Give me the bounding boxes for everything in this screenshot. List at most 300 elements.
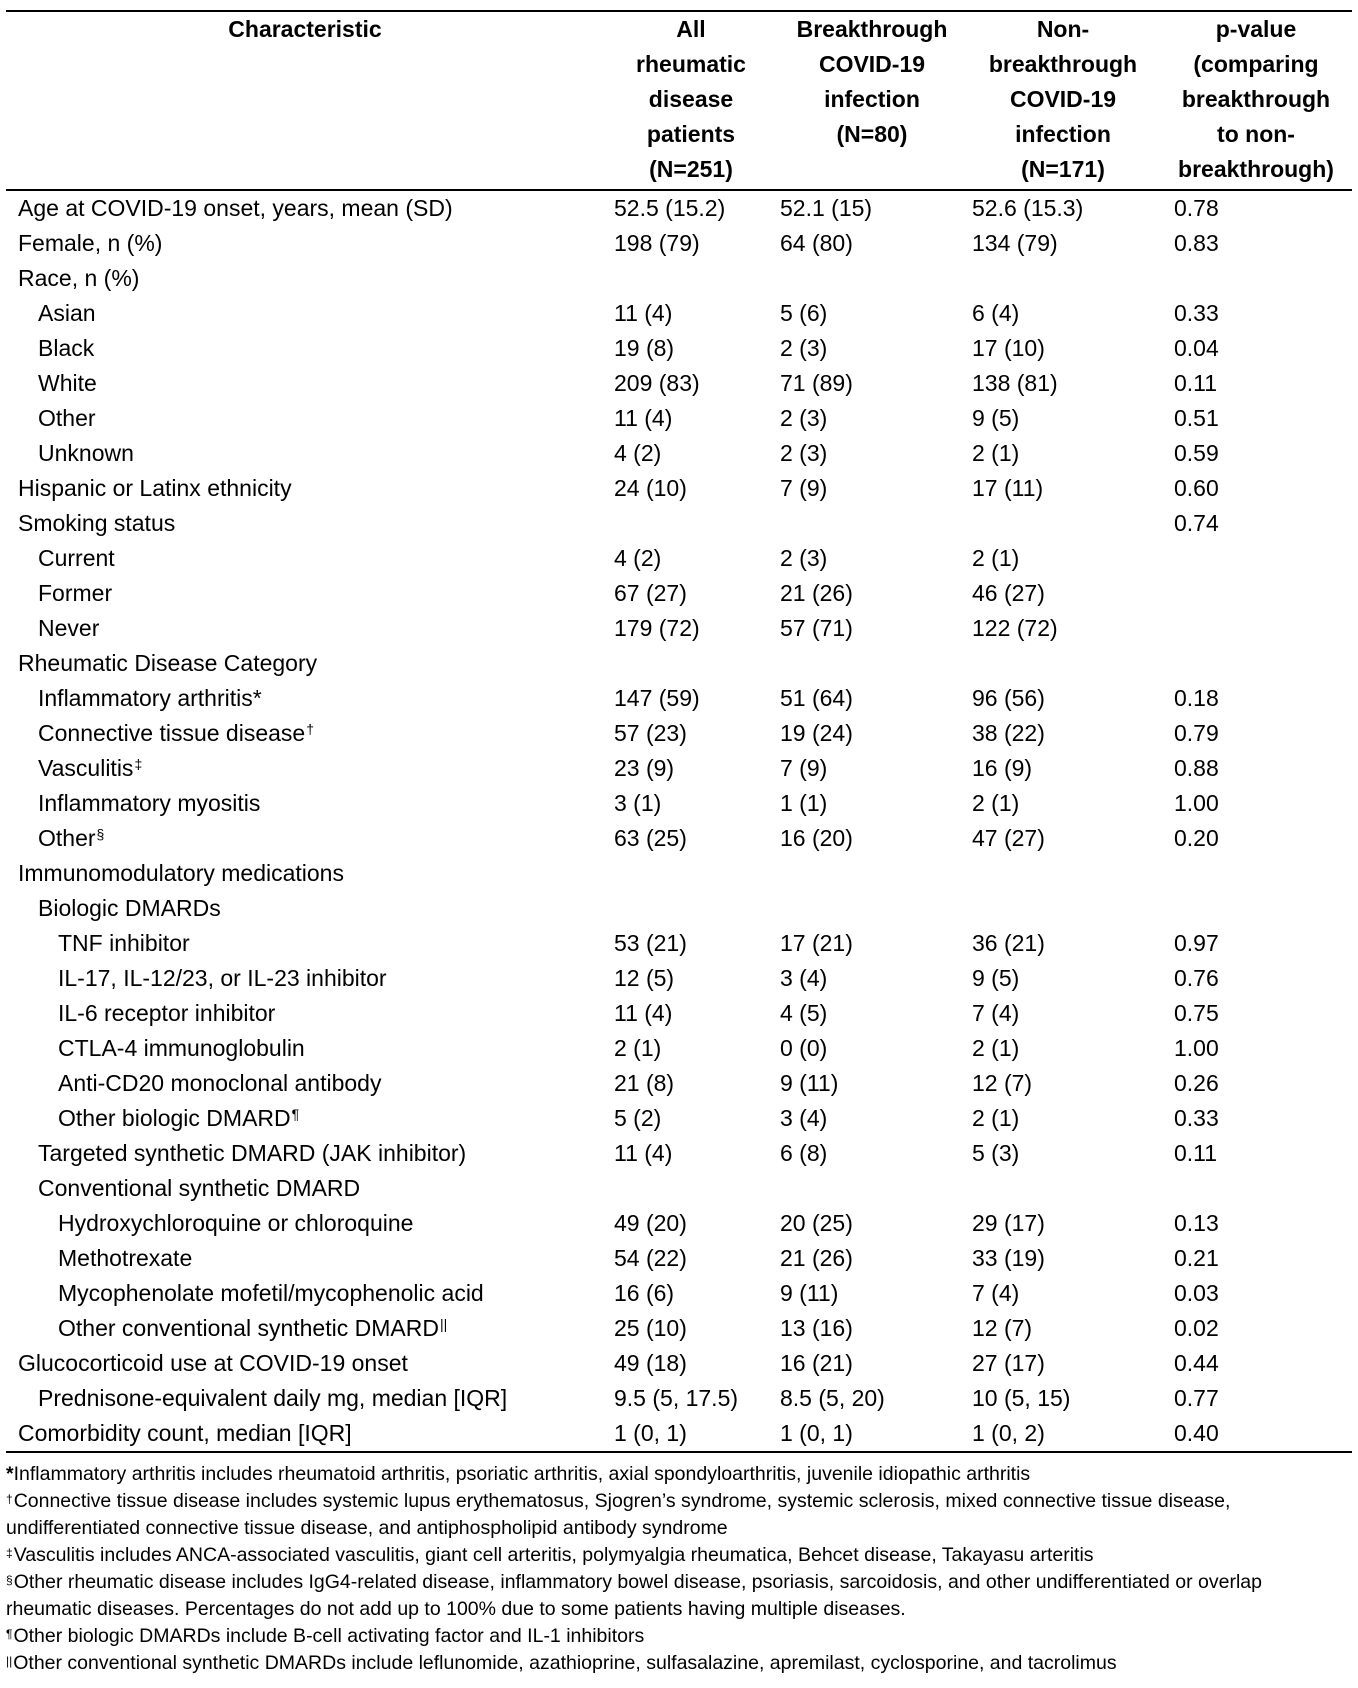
header-breakthrough (778, 11, 966, 190)
header-line: breakthrough (1181, 86, 1331, 112)
header-line: All (676, 16, 706, 42)
header-line: Non- (1036, 16, 1090, 42)
cell-p-value: 0.88 (1174, 755, 1219, 781)
table-row (6, 786, 1352, 821)
cell-p-value: 0.13 (1174, 1210, 1219, 1236)
header-line: to non- (1217, 121, 1295, 147)
row-label (6, 261, 604, 296)
cell-all-patients: 19 (8) (614, 335, 675, 361)
row-label (6, 856, 604, 891)
cell-breakthrough: 1 (0, 1) (778, 1416, 966, 1452)
cell-breakthrough: 9 (11) (780, 1280, 839, 1306)
header-line: COVID-19 (818, 51, 926, 77)
header-line: (N=251) (649, 156, 733, 182)
row-label (6, 611, 604, 646)
table-row (6, 891, 1352, 926)
table-row (6, 506, 1352, 541)
row-label (6, 1276, 604, 1311)
cell-p-value: 0.79 (1174, 720, 1219, 746)
row-label-text: Asian (38, 300, 96, 326)
table-row (6, 1346, 1352, 1381)
cell-breakthrough: 6 (8) (780, 1140, 828, 1166)
cell-all-patients: 3 (1) (614, 790, 662, 816)
footnote-symbol: ‡ (6, 1546, 13, 1560)
row-label (6, 436, 604, 471)
row-label (6, 751, 604, 786)
footnote-symbol: § (6, 1573, 13, 1587)
footnote-text: Connective tissue disease includes systemic lupus erythematosus, Sjogren’s syndrome, systemic sclerosis, mixed connective tissue disease, undifferentiated connective tissue disease, and antiphospholipid antibody syndrome (6, 1490, 1231, 1539)
table-row (6, 541, 1352, 576)
table-row (6, 1416, 1352, 1452)
cell-all-patients: 179 (72) (614, 615, 700, 641)
footnote-symbol: || (6, 1654, 13, 1668)
row-label (6, 786, 604, 821)
row-label (6, 821, 604, 856)
header-line: Characteristic (228, 16, 382, 42)
cell-p-value: 0.03 (1174, 1280, 1219, 1306)
row-label-text: Vasculitis (38, 755, 134, 781)
row-label-text: Prednisone-equivalent daily mg, median [IQR] (38, 1385, 508, 1411)
cell-p-value: 0.21 (1174, 1245, 1219, 1271)
cell-all-patients (604, 261, 778, 296)
cell-all-patients: 63 (25) (614, 825, 687, 851)
header-line: COVID-19 (1009, 86, 1117, 112)
cell-breakthrough: 20 (25) (780, 1210, 853, 1236)
footnote-text: Inflammatory arthritis includes rheumatoid arthritis, psoriatic arthritis, axial spondyloarthritis, juvenile idiopathic arthritis (13, 1463, 1031, 1485)
row-label-text: TNF inhibitor (58, 930, 190, 956)
header-line: (comparing (1193, 51, 1319, 77)
cell-all-patients: 9.5 (5, 17.5) (614, 1385, 739, 1411)
row-label-text: Unknown (38, 440, 134, 466)
row-label (6, 1241, 604, 1276)
cell-breakthrough: 21 (26) (780, 1245, 853, 1271)
footnote-text: Other conventional synthetic DMARDs include leflunomide, azathioprine, sulfasalazine, apremilast, cyclosporine, and tacrolimus (13, 1652, 1117, 1674)
row-label-text: White (38, 370, 97, 396)
table-row (6, 1241, 1352, 1276)
row-label-text: Anti-CD20 monoclonal antibody (58, 1070, 382, 1096)
cell-p-value: 0.04 (1174, 335, 1219, 361)
table-row (6, 856, 1352, 891)
footnote-marker: § (96, 826, 105, 842)
footnotes (6, 1453, 1346, 1677)
row-label (6, 1066, 604, 1101)
table-row (6, 366, 1352, 401)
cell-p-value: 0.75 (1174, 1000, 1219, 1026)
table-row (6, 471, 1352, 506)
cell-all-patients: 11 (4) (614, 300, 673, 326)
footnote (6, 1542, 1346, 1569)
cell-all-patients: 209 (83) (614, 370, 700, 396)
cell-all-patients: 198 (79) (614, 230, 700, 256)
cell-p-value (1160, 856, 1352, 891)
cell-non-breakthrough: 33 (19) (972, 1245, 1045, 1271)
cell-non-breakthrough: 10 (5, 15) (972, 1385, 1071, 1411)
cell-p-value: 0.77 (1174, 1385, 1219, 1411)
cell-all-patients: 147 (59) (614, 685, 700, 711)
row-label-text: Methotrexate (58, 1245, 193, 1271)
cell-non-breakthrough: 1 (0, 2) (966, 1416, 1160, 1452)
row-label-text: Female, n (%) (18, 230, 163, 256)
cell-all-patients (604, 506, 778, 541)
cell-non-breakthrough: 5 (3) (972, 1140, 1020, 1166)
row-label-text: Immunomodulatory medications (18, 860, 344, 886)
cell-breakthrough: 3 (4) (780, 965, 828, 991)
table-row (6, 296, 1352, 331)
cell-p-value: 0.76 (1174, 965, 1219, 991)
cell-p-value: 1.00 (1174, 790, 1219, 816)
cell-breakthrough (778, 261, 966, 296)
header-non-breakthrough (966, 11, 1160, 190)
row-label-text: Rheumatic Disease Category (18, 650, 318, 676)
table-row (6, 821, 1352, 856)
footnote-marker: † (306, 721, 315, 737)
row-label (6, 1031, 604, 1066)
row-label-text: Comorbidity count, median [IQR] (18, 1420, 352, 1446)
footnote-marker: ‡ (134, 756, 143, 772)
cell-non-breakthrough: 7 (4) (972, 1280, 1020, 1306)
row-label-text: Smoking status (18, 510, 176, 536)
cell-non-breakthrough: 12 (7) (972, 1070, 1033, 1096)
table-row (6, 436, 1352, 471)
cell-non-breakthrough: 12 (7) (972, 1315, 1033, 1341)
cell-breakthrough: 2 (3) (780, 545, 828, 571)
cell-non-breakthrough: 134 (79) (972, 230, 1058, 256)
row-label-text: Mycophenolate mofetil/mycophenolic acid (58, 1280, 484, 1306)
row-label-text: IL-6 receptor inhibitor (58, 1000, 276, 1026)
header-all-patients (604, 11, 778, 190)
cell-non-breakthrough (966, 261, 1160, 296)
cell-all-patients: 25 (10) (614, 1315, 687, 1341)
row-label-text: Connective tissue disease (38, 720, 306, 746)
cell-p-value: 0.11 (1174, 1140, 1218, 1166)
table-row (6, 996, 1352, 1031)
cell-non-breakthrough: 9 (5) (972, 965, 1020, 991)
cell-breakthrough: 71 (89) (780, 370, 853, 396)
cell-all-patients (604, 1171, 778, 1206)
cell-all-patients: 5 (2) (614, 1105, 662, 1131)
cell-non-breakthrough: 46 (27) (972, 580, 1045, 606)
cell-non-breakthrough: 38 (22) (972, 720, 1045, 746)
row-label (6, 471, 604, 506)
footnote (6, 1623, 1346, 1650)
cell-breakthrough: 2 (3) (780, 335, 828, 361)
header-line: infection (1015, 121, 1111, 147)
table-row (6, 1276, 1352, 1311)
row-label-text: Other (38, 405, 96, 431)
row-label (6, 506, 604, 541)
cell-breakthrough: 8.5 (5, 20) (780, 1385, 885, 1411)
cell-p-value: 0.20 (1174, 825, 1219, 851)
cell-all-patients: 21 (8) (614, 1070, 675, 1096)
cell-non-breakthrough (966, 506, 1160, 541)
cell-p-value (1160, 576, 1352, 611)
row-label (6, 716, 604, 751)
table-row (6, 261, 1352, 296)
row-label (6, 646, 604, 681)
cell-p-value (1160, 646, 1352, 681)
header-line: infection (824, 86, 920, 112)
row-label (6, 190, 604, 226)
cell-breakthrough: 16 (21) (780, 1350, 853, 1376)
footnote (6, 1569, 1346, 1623)
table-row (6, 401, 1352, 436)
row-label-text: Other conventional synthetic DMARD (58, 1315, 439, 1341)
header-line: breakthrough (988, 51, 1138, 77)
cell-breakthrough: 7 (9) (780, 755, 828, 781)
header-p-value (1160, 11, 1352, 190)
cell-p-value: 0.51 (1174, 405, 1219, 431)
cell-p-value (1160, 1171, 1352, 1206)
cell-non-breakthrough: 2 (1) (972, 545, 1020, 571)
table-row (6, 576, 1352, 611)
footnote-symbol: * (6, 1463, 14, 1485)
table-row (6, 1206, 1352, 1241)
cell-breakthrough: 2 (3) (780, 440, 828, 466)
cell-non-breakthrough: 27 (17) (972, 1350, 1045, 1376)
cell-all-patients (604, 646, 778, 681)
row-label (6, 681, 604, 716)
row-label (6, 961, 604, 996)
cell-all-patients: 11 (4) (614, 405, 673, 431)
row-label (6, 1101, 604, 1136)
cell-all-patients: 57 (23) (614, 720, 687, 746)
cell-breakthrough: 16 (20) (780, 825, 853, 851)
row-label (6, 226, 604, 261)
cell-all-patients: 24 (10) (614, 475, 687, 501)
cell-non-breakthrough: 17 (11) (972, 475, 1044, 501)
row-label (6, 1416, 604, 1452)
cell-all-patients: 49 (18) (614, 1350, 687, 1376)
table-row (6, 1031, 1352, 1066)
cell-breakthrough (778, 1171, 966, 1206)
row-label-text: Hydroxychloroquine or chloroquine (58, 1210, 414, 1236)
cell-all-patients: 11 (4) (614, 1000, 673, 1026)
cell-breakthrough (778, 506, 966, 541)
cell-non-breakthrough: 96 (56) (972, 685, 1045, 711)
cell-all-patients: 4 (2) (614, 440, 662, 466)
row-label-text: Conventional synthetic DMARD (38, 1175, 361, 1201)
cell-p-value: 0.44 (1174, 1350, 1219, 1376)
footnote-text: Other biologic DMARDs include B-cell activating factor and IL-1 inhibitors (13, 1625, 645, 1647)
row-label (6, 366, 604, 401)
footnote-marker: || (439, 1316, 448, 1332)
row-label-text: Current (38, 545, 115, 571)
cell-breakthrough: 3 (4) (780, 1105, 828, 1131)
footnote-marker: ¶ (291, 1106, 300, 1122)
header-line: disease (648, 86, 734, 112)
row-label (6, 1171, 604, 1206)
cell-all-patients: 49 (20) (614, 1210, 687, 1236)
cell-breakthrough (778, 891, 966, 926)
cell-non-breakthrough: 52.6 (15.3) (972, 195, 1084, 221)
cell-breakthrough: 2 (3) (780, 405, 828, 431)
cell-all-patients: 53 (21) (614, 930, 687, 956)
cell-breakthrough: 5 (6) (780, 300, 828, 326)
footnote (6, 1650, 1346, 1677)
cell-p-value: 0.18 (1174, 685, 1219, 711)
cell-breakthrough: 21 (26) (780, 580, 853, 606)
footnote-symbol: ¶ (6, 1627, 13, 1641)
header-row (6, 11, 1352, 190)
header-line: patients (646, 121, 736, 147)
cell-p-value: 0.78 (1174, 195, 1219, 221)
cell-non-breakthrough: 9 (5) (972, 405, 1020, 431)
footnote-text: Vasculitis includes ANCA-associated vasculitis, giant cell arteritis, polymyalgia rheumatica, Behcet disease, Takayasu arteritis (13, 1544, 1094, 1566)
row-label-text: Other biologic DMARD (58, 1105, 291, 1131)
cell-non-breakthrough: 2 (1) (972, 790, 1020, 816)
footnote (6, 1488, 1346, 1542)
row-label (6, 1346, 604, 1381)
cell-p-value: 0.74 (1174, 510, 1219, 536)
table-body (6, 190, 1352, 1452)
cell-p-value: 0.33 (1174, 1105, 1219, 1131)
cell-p-value: 0.02 (1174, 1315, 1219, 1341)
cell-p-value: 0.40 (1160, 1416, 1352, 1452)
header-line: (N=80) (836, 121, 908, 147)
cell-p-value (1160, 541, 1352, 576)
cell-all-patients (604, 891, 778, 926)
row-label (6, 296, 604, 331)
cell-p-value: 0.11 (1174, 370, 1218, 396)
row-label (6, 541, 604, 576)
table-row (6, 646, 1352, 681)
cell-all-patients: 12 (5) (614, 965, 675, 991)
row-label (6, 891, 604, 926)
cell-p-value (1160, 891, 1352, 926)
cell-all-patients: 23 (9) (614, 755, 675, 781)
cell-non-breakthrough: 6 (4) (972, 300, 1020, 326)
header-line: (N=171) (1021, 156, 1105, 182)
cell-non-breakthrough (966, 646, 1160, 681)
cell-non-breakthrough: 138 (81) (972, 370, 1058, 396)
row-label (6, 1136, 604, 1171)
cell-breakthrough (778, 646, 966, 681)
table-row (6, 1171, 1352, 1206)
table-row (6, 961, 1352, 996)
cell-non-breakthrough: 16 (9) (972, 755, 1033, 781)
table-row (6, 1311, 1352, 1346)
row-label (6, 576, 604, 611)
row-label-text: Hispanic or Latinx ethnicity (18, 475, 292, 501)
cell-p-value: 1.00 (1174, 1035, 1219, 1061)
cell-breakthrough: 0 (0) (780, 1035, 828, 1061)
row-label (6, 1206, 604, 1241)
row-label-text: Biologic DMARDs (38, 895, 221, 921)
cell-breakthrough: 64 (80) (780, 230, 853, 256)
header-line: p-value (1215, 16, 1297, 42)
row-label-text: Black (38, 335, 95, 361)
table-row (6, 716, 1352, 751)
cell-p-value: 0.97 (1174, 930, 1219, 956)
row-label-text: Never (38, 615, 100, 641)
table-header (6, 11, 1352, 190)
cell-all-patients: 67 (27) (614, 580, 687, 606)
row-label (6, 331, 604, 366)
row-label (6, 401, 604, 436)
cell-breakthrough: 52.1 (15) (780, 195, 873, 221)
cell-breakthrough: 13 (16) (780, 1315, 853, 1341)
cell-breakthrough: 51 (64) (780, 685, 853, 711)
table-row (6, 190, 1352, 226)
cell-non-breakthrough: 122 (72) (972, 615, 1058, 641)
header-line: rheumatic (636, 51, 746, 77)
row-label (6, 1311, 604, 1346)
cell-non-breakthrough: 47 (27) (972, 825, 1045, 851)
cell-all-patients: 2 (1) (614, 1035, 662, 1061)
cell-breakthrough: 17 (21) (780, 930, 853, 956)
cell-breakthrough: 1 (1) (780, 790, 828, 816)
row-label (6, 926, 604, 961)
cell-p-value: 0.33 (1174, 300, 1219, 326)
cell-all-patients: 4 (2) (614, 545, 662, 571)
cell-p-value: 0.59 (1174, 440, 1219, 466)
row-label-text: Targeted synthetic DMARD (JAK inhibitor) (38, 1140, 467, 1166)
header-characteristic (6, 11, 604, 190)
row-label (6, 996, 604, 1031)
cell-non-breakthrough: 7 (4) (972, 1000, 1020, 1026)
row-label-text: Age at COVID-19 onset, years, mean (SD) (18, 195, 453, 221)
table-row (6, 226, 1352, 261)
table-row (6, 681, 1352, 716)
header-line: breakthrough) (1178, 156, 1334, 182)
row-label-text: IL-17, IL-12/23, or IL-23 inhibitor (58, 965, 387, 991)
header-line: Breakthrough (796, 16, 948, 42)
row-label-text: CTLA-4 immunoglobulin (58, 1035, 305, 1061)
cell-non-breakthrough: 2 (1) (972, 1105, 1020, 1131)
cell-all-patients: 16 (6) (614, 1280, 675, 1306)
table-row (6, 926, 1352, 961)
table-row (6, 751, 1352, 786)
row-label (6, 1381, 604, 1416)
row-label-text: Inflammatory myositis (38, 790, 261, 816)
table-row (6, 331, 1352, 366)
cell-non-breakthrough (966, 1171, 1160, 1206)
table-row (6, 1381, 1352, 1416)
cell-non-breakthrough (966, 891, 1160, 926)
cell-all-patients: 11 (4) (614, 1140, 673, 1166)
cell-non-breakthrough: 36 (21) (972, 930, 1045, 956)
cell-breakthrough: 7 (9) (780, 475, 828, 501)
cell-all-patients: 52.5 (15.2) (614, 195, 726, 221)
footnote-text: Other rheumatic disease includes IgG4-related disease, inflammatory bowel disease, psoriasis, sarcoidosis, and other undifferentiated or overlap rheumatic diseases. Percentages do not add up to 100% due to some patients having multiple diseases. (6, 1571, 1262, 1620)
footnote (6, 1461, 1346, 1488)
table-row (6, 1101, 1352, 1136)
cell-breakthrough (778, 856, 966, 891)
cell-all-patients: 54 (22) (614, 1245, 687, 1271)
cell-non-breakthrough (966, 856, 1160, 891)
table-row (6, 611, 1352, 646)
row-label-text: Glucocorticoid use at COVID-19 onset (18, 1350, 408, 1376)
row-label-text: Former (38, 580, 113, 606)
footnote-symbol: † (6, 1492, 13, 1506)
characteristics-table (6, 10, 1352, 1453)
cell-non-breakthrough: 29 (17) (972, 1210, 1045, 1236)
cell-p-value (1160, 261, 1352, 296)
cell-p-value: 0.26 (1174, 1070, 1219, 1096)
row-label-text: Race, n (%) (18, 265, 140, 291)
table-row (6, 1066, 1352, 1101)
cell-all-patients: 1 (0, 1) (604, 1416, 778, 1452)
cell-breakthrough: 57 (71) (780, 615, 853, 641)
cell-breakthrough: 4 (5) (780, 1000, 828, 1026)
cell-breakthrough: 19 (24) (780, 720, 853, 746)
row-label-text: Other (38, 825, 96, 851)
cell-all-patients (604, 856, 778, 891)
cell-p-value: 0.60 (1174, 475, 1219, 501)
cell-p-value (1160, 611, 1352, 646)
table-row (6, 1136, 1352, 1171)
cell-non-breakthrough: 17 (10) (972, 335, 1045, 361)
